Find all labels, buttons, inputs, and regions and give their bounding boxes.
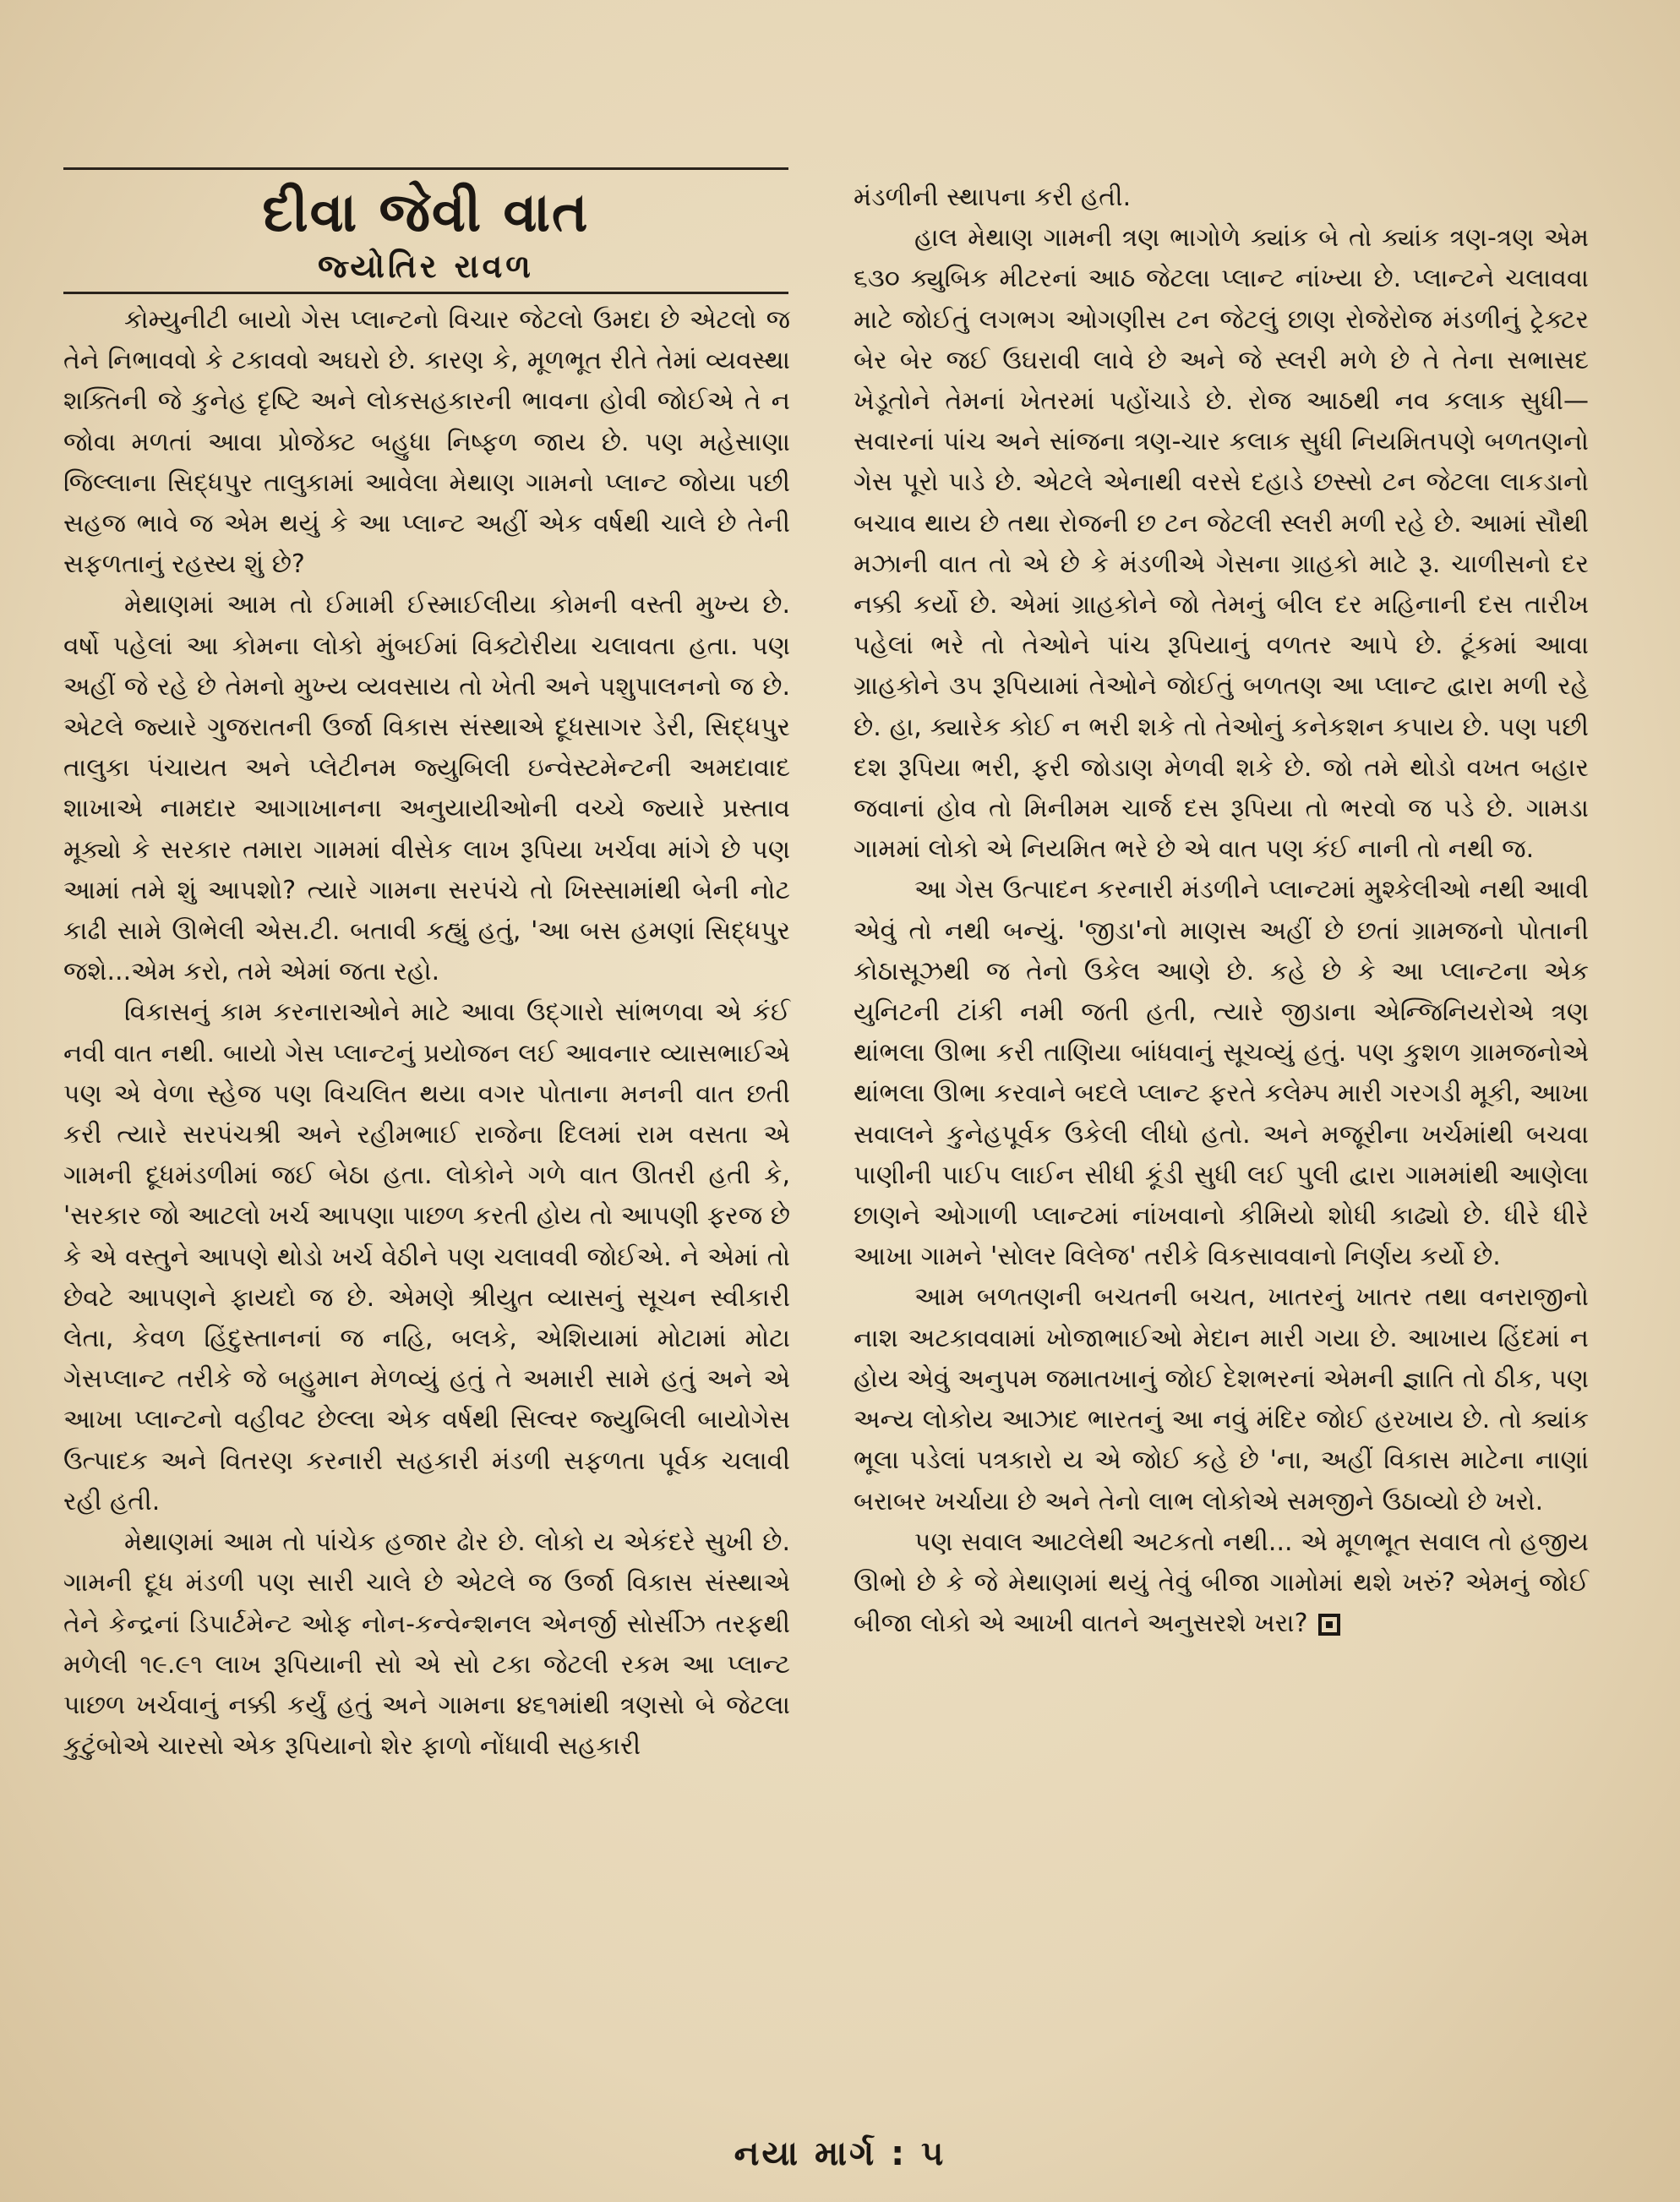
end-of-article-icon xyxy=(1318,1614,1340,1636)
article-title: દીવા જેવી વાત xyxy=(262,181,590,244)
left-column xyxy=(63,300,790,1767)
final-paragraph xyxy=(854,1522,1589,1645)
paragraph: વિકાસનું કામ કરનારાઓને માટે આવા ઉદ્‌ગારો સાંભળવા એ કંઈ નવી વાત નથી. બાયો ગેસ પ્લાન્ટનું પ્રયોજન લઈ આવનાર વ્યાસભાઈએ પણ એ વેળા સ્હેજ પણ વિચલિત થયા વગર પોતાના મનની વાત છતી કરી ત્યારે સરપંચશ્રી અને રહીમભાઈ રાજેના દિલમાં રામ વસતા એ ગામની દૂધમંડળીમાં જઈ બેઠા હતા. લોકોને ગળે વાત ઊતરી હતી કે, 'સરકાર જો આટલો ખર્ચ આપણા પાછળ કરતી હોય તો આપણી ફરજ છે કે એ વસ્તુને આપણે થોડો ખર્ચ વેઠીને પણ ચલાવવી જોઈએ. ને એમાં તો છેવટે આપણને ફાયદો જ છે. એમણે શ્રીયુત વ્યાસનું સૂચન સ્વીકારી લેતા, કેવળ હિંદુસ્તાનનાં જ નહિ, બલકે, એશિયામાં મોટામાં મોટા ગેસપ્લાન્ટ તરીકે જે બહુમાન મેળવ્યું હતું તે અમારી સામે હતું અને એ આખા પ્લાન્ટનો વહીવટ છેલ્લા એક વર્ષથી સિલ્વર જ્યુબિલી બાયોગેસ ઉત્પાદક અને વિતરણ કરનારી સહકારી મંડળી સફળતા પૂર્વક ચલાવી રહી હતી. xyxy=(63,997,790,1516)
paragraph: મંડળીની સ્થાપના કરી હતી. xyxy=(854,183,1132,212)
paragraph-text: પણ સવાલ આટલેથી અટકતો નથી... એ મૂળભૂત સવાલ તો હજીય ઊભો છે કે જે મેથાણમાં થયું તેવું બીજા ગામોમાં થશે ખરું? એમનું જોઈ બીજા લોકો એ આખી વાતને અનુસરશે ખરા? xyxy=(854,1527,1589,1639)
title-rule-top xyxy=(63,167,788,170)
paragraph: કોમ્યુનીટી બાયો ગેસ પ્લાન્ટનો વિચાર જેટલો ઉમદા છે એટલો જ તેને નિભાવવો કે ટકાવવો અઘરો છે. કારણ કે, મૂળભૂત રીતે તેમાં વ્યવસ્થા શક્તિની જે કુનેહ દૃષ્ટિ અને લોકસહકારની ભાવના હોવી જોઈએ તે ન જોવા મળતાં આવા પ્રોજેક્ટ બહુધા નિષ્ફળ જાય છે. પણ મહેસાણા જિલ્લાના સિદ્ધપુર તાલુકામાં આવેલા મેથાણ ગામનો પ્લાન્ટ જોયા પછી સહજ ભાવે જ એમ થયું કે આ પ્લાન્ટ અહીં એક વર્ષથી ચાલે છે તેની સફળતાનું રહસ્ય શું છે? xyxy=(63,305,790,580)
paragraph: હાલ મેથાણ ગામની ત્રણ ભાગોળે ક્યાંક બે તો ક્યાંક ત્રણ-ત્રણ એમ ૬૩૦ ક્યુબિક મીટરનાં આઠ જેટલા પ્લાન્ટ નાંખ્યા છે. પ્લાન્ટને ચલાવવા માટે જોઈતું લગભગ ઓગણીસ ટન જેટલું છાણ રોજેરોજ મંડળીનું ટ્રેક્ટર બેર બેર જઈ ઉઘરાવી લાવે છે અને જે સ્લરી મળે છે તે તેના સભાસદ ખેડૂતોને તેમનાં ખેતરમાં પહોંચાડે છે. રોજ આઠથી નવ કલાક સુધી— સવારનાં પાંચ અને સાંજના ત્રણ-ચાર કલાક સુધી નિયમિતપણે બળતણનો ગેસ પૂરો પાડે છે. એટલે એનાથી વરસે દહાડે છસ્સો ટન જેટલા લાકડાનો બચાવ થાય છે તથા રોજની છ ટન જેટલી સ્લરી મળી રહે છે. આમાં સૌથી મઝાની વાત તો એ છે કે મંડળીએ ગેસના ગ્રાહકો માટે રૂ. ચાળીસનો દર નક્કી કર્યો છે. એમાં ગ્રાહકોને જો તેમનું બીલ દર મહિનાની દસ તારીખ પહેલાં ભરે તો તેઓને પાંચ રૂપિયાનું વળતર આપે છે. ટૂંકમાં આવા ગ્રાહકોને ૩૫ રૂપિયામાં તેઓને જોઈતું બળતણ આ પ્લાન્ટ દ્વારા મળી રહે છે. હા, ક્યારેક કોઈ ન ભરી શકે તો તેઓનું કનેકશન કપાય છે. પણ પછી દશ રૂપિયા ભરી, ફરી જોડાણ મેળવી શકે છે. જો તમે થોડો વખત બહાર જવાનાં હોવ તો મિનીમમ ચાર્જ દસ રૂપિયા તો ભરવો જ પડે છે. ગામડા ગામમાં લોકો એ નિયમિત ભરે છે એ વાત પણ કંઈ નાની તો નથી જ. xyxy=(854,223,1589,865)
article-author: જ્યોતિર રાવળ xyxy=(318,248,534,285)
paragraph: મેથાણમાં આમ તો ઈમામી ઈસ્માઈલીયા કોમની વસ્તી મુખ્ય છે. વર્ષો પહેલાં આ કોમના લોકો મુંબઈમાં વિક્ટોરીયા ચલાવતા હતા. પણ અહીં જે રહે છે તેમનો મુખ્ય વ્યવસાય તો ખેતી અને પશુપાલનનો જ છે. એટલે જ્યારે ગુજરાતની ઉર્જા વિકાસ સંસ્થાએ દૂધસાગર ડેરી, સિદ્ધપુર તાલુકા પંચાયત અને પ્લેટીનમ જ્યુબિલી ઇન્વેસ્ટમેન્ટની અમદાવાદ શાખાએ નામદાર આગાખાનના અનુયાયીઓની વચ્ચે જ્યારે પ્રસ્તાવ મૂક્યો કે સરકાર તમારા ગામમાં વીસેક લાખ રૂપિયા ખર્ચવા માંગે છે પણ આમાં તમે શું આપશો? ત્યારે ગામના સરપંચે તો ખિસ્સામાંથી બેની નોટ કાઢી સામે ઊભેલી એસ.ટી. બતાવી કહ્યું હતું, 'આ બસ હમણાં સિદ્ધપુર જશે...એમ કરો, તમે એમાં જતા રહો. xyxy=(63,590,790,987)
paragraph: આ ગેસ ઉત્પાદન કરનારી મંડળીને પ્લાન્ટમાં મુશ્કેલીઓ નથી આવી એવું તો નથી બન્યું. 'જીડા'નો માણસ અહીં છે છતાં ગ્રામજનો પોતાની કોઠાસૂઝથી જ તેનો ઉકેલ આણે છે. કહે છે કે આ પ્લાન્ટના એક યુનિટની ટાંકી નમી જતી હતી, ત્યારે જીડાના એન્જિનિયરોએ ત્રણ થાંભલા ઊભા કરી તાણિયા બાંધવાનું સૂચવ્યું હતું. પણ કુશળ ગ્રામજનોએ થાંભલા ઊભા કરવાને બદલે પ્લાન્ટ ફરતે કલેમ્પ મારી ગરગડી મૂકી, આખા સવાલને કુનેહપૂર્વક ઉકેલી લીધો હતો. અને મજૂરીના ખર્ચમાંથી બચવા પાણીની પાઈપ લાઈન સીધી કૂંડી સુધી લઈ પુલી દ્વારા ગામમાંથી આણેલા છાણને ઓગાળી પ્લાન્ટમાં નાંખવાનો કીમિયો શોધી કાઢ્યો છે. ધીરે ધીરે આખા ગામને 'સોલર વિલેજ' તરીકે વિકસાવવાનો નિર્ણય કર્યો છે. xyxy=(854,875,1589,1272)
page-footer: નયા માર્ગ : ૫ xyxy=(734,2134,946,2173)
right-column xyxy=(854,178,1589,1644)
title-rule-bottom xyxy=(63,292,788,294)
paragraph: આમ બળતણની બચતની બચત, ખાતરનું ખાતર તથા વનરાજીનો નાશ અટકાવવામાં ખોજાભાઈઓ મેદાન મારી ગયા છે. આખાય હિંદમાં ન હોય એવું અનુપમ જમાતખાનું જોઈ દેશભરનાં એમની જ્ઞાતિ તો ઠીક, પણ અન્ય લોકોય આઝાદ ભારતનું આ નવું મંદિર જોઈ હરખાય છે. તો ક્યાંક ભૂલા પડેલાં પત્રકારો ય એ જોઈ કહે છે 'ના, અહીં વિકાસ માટેના નાણાં બરાબર ખર્ચાયા છે અને તેનો લાભ લોકોએ સમજીને ઉઠાવ્યો છે ખરો. xyxy=(854,1282,1589,1516)
paragraph: મેથાણમાં આમ તો પાંચેક હજાર ઢોર છે. લોકો ય એકંદરે સુખી છે. ગામની દૂધ મંડળી પણ સારી ચાલે છે એટલે જ ઉર્જા વિકાસ સંસ્થાએ તેને કેન્દ્રનાં ડિપાર્ટમેન્ટ ઓફ નોન-કન્વેન્શનલ એનર્જી સોર્સીઝ તરફથી મળેલી ૧૯.૯૧ લાખ રૂપિયાની સો એ સો ટકા જેટલી રકમ આ પ્લાન્ટ પાછળ ખર્ચવાનું નક્કી કર્યું હતું અને ગામના ૪૬૧માંથી ત્રણસો બે જેટલા કુટુંબોએ ચારસો એક રૂપિયાનો શેર ફાળો નોંધાવી સહકારી xyxy=(63,1527,790,1762)
